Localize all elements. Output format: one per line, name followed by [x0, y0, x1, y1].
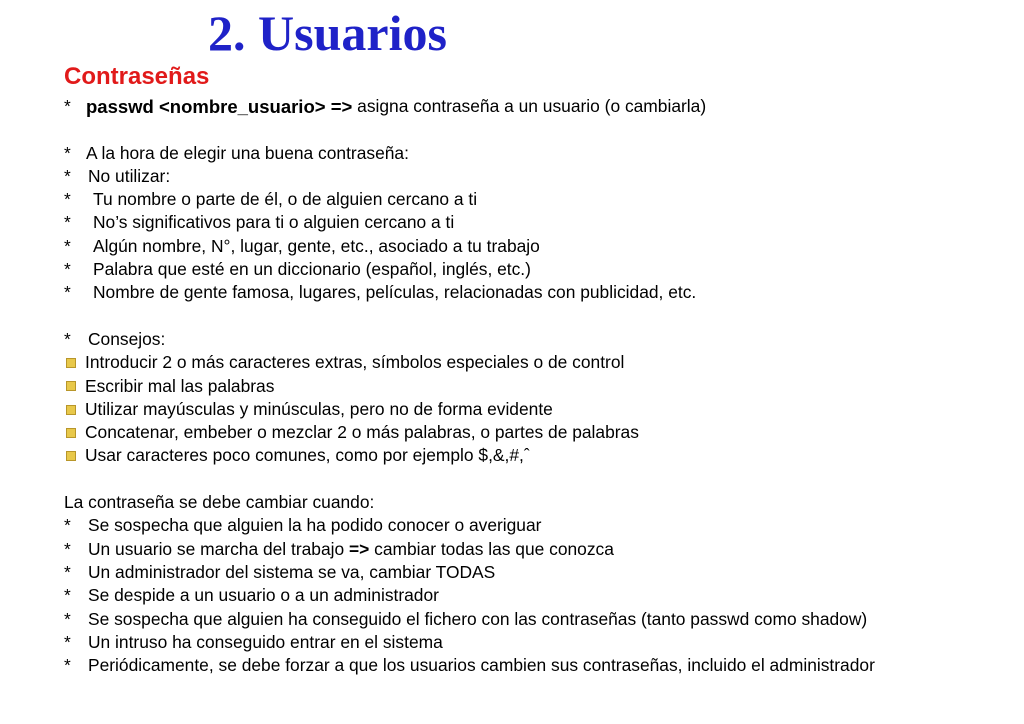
advice-item: Escribir mal las palabras [85, 375, 275, 396]
page-title: 2. Usuarios [208, 5, 447, 61]
list-item [64, 211, 1014, 234]
list-item [64, 584, 1014, 607]
bullet-star: * [64, 189, 71, 210]
list-item [64, 654, 1014, 677]
bullet-star: * [64, 561, 71, 582]
list-item [64, 235, 1014, 258]
list-item [64, 375, 1014, 398]
square-bullet-icon [66, 358, 76, 368]
passwd-description: asigna contraseña a un usuario (o cambiarla) [352, 96, 707, 116]
list-item [64, 631, 1014, 654]
list-item [64, 188, 1014, 211]
bullet-star: * [64, 608, 71, 629]
advice-item: Introducir 2 o más caracteres extras, símbolos especiales o de control [85, 352, 625, 373]
bullet-star: * [64, 235, 71, 256]
bullet-star: * [64, 212, 71, 233]
passwd-line [64, 95, 1014, 118]
bullet-star: * [64, 96, 71, 116]
square-bullet-icon [66, 451, 76, 461]
bullet-star: * [64, 282, 71, 303]
square-bullet-icon [66, 405, 76, 415]
passwd-command: passwd <nombre_usuario> => [86, 96, 353, 117]
bullet-star: * [64, 328, 71, 349]
change-item: Se sospecha que alguien ha conseguido el fichero con las contraseñas (tanto passwd como shadow) [88, 608, 868, 629]
advice-item: Utilizar mayúsculas y minúsculas, pero no de forma evidente [85, 398, 553, 419]
consejos-heading: Consejos: [88, 328, 166, 349]
arrow-symbol: => [349, 538, 370, 559]
change-item: Un administrador del sistema se va, cambiar TODAS [88, 561, 496, 582]
list-item [64, 142, 1014, 165]
avoid-item: Palabra que esté en un diccionario (español, inglés, etc.) [93, 259, 531, 280]
list-item [64, 421, 1014, 444]
cambiar-heading: La contraseña se debe cambiar cuando: [64, 492, 375, 513]
list-item [64, 165, 1014, 188]
bullet-star: * [64, 259, 71, 280]
no-utilizar-heading: No utilizar: [88, 165, 171, 186]
list-item [64, 258, 1014, 281]
change-item: Un usuario se marcha del trabajo [88, 538, 345, 559]
square-bullet-icon [66, 428, 76, 438]
list-item [64, 351, 1014, 374]
square-bullet-icon [66, 381, 76, 391]
list-item [64, 328, 1014, 351]
change-item: Se despide a un usuario o a un administrador [88, 585, 439, 606]
list-item [64, 538, 1014, 561]
cambiar-heading-row [64, 491, 1014, 514]
advice-intro: A la hora de elegir una buena contraseña: [86, 142, 409, 163]
bullet-star: * [64, 142, 71, 163]
bullet-star: * [64, 655, 71, 676]
advice-item: Concatenar, embeber o mezclar 2 o más palabras, o partes de palabras [85, 422, 639, 443]
change-item: Se sospecha que alguien la ha podido conocer o averiguar [88, 515, 542, 536]
bullet-star: * [64, 585, 71, 606]
list-item [64, 398, 1014, 421]
section-subtitle: Contraseñas [64, 63, 210, 90]
list-item [64, 608, 1014, 631]
list-item [64, 281, 1014, 304]
avoid-item: No’s significativos para ti o alguien cercano a ti [93, 212, 455, 233]
change-item-suffix: cambiar todas las que conozca [369, 538, 614, 559]
slide-content [64, 95, 1014, 677]
change-item: Un intruso ha conseguido entrar en el sistema [88, 631, 443, 652]
bullet-star: * [64, 538, 71, 559]
avoid-item: Nombre de gente famosa, lugares, películas, relacionadas con publicidad, etc. [93, 282, 697, 303]
list-item [64, 514, 1014, 537]
bullet-star: * [64, 515, 71, 536]
avoid-item: Algún nombre, N°, lugar, gente, etc., asociado a tu trabajo [93, 235, 540, 256]
bullet-star: * [64, 165, 71, 186]
bullet-star: * [64, 631, 71, 652]
avoid-item: Tu nombre o parte de él, o de alguien cercano a ti [93, 189, 478, 210]
list-item [64, 561, 1014, 584]
advice-item: Usar caracteres poco comunes, como por ejemplo $,&,#,ˆ [85, 445, 530, 466]
change-item: Periódicamente, se debe forzar a que los usuarios cambien sus contraseñas, incluido el administrador [88, 655, 875, 676]
list-item [64, 444, 1014, 467]
